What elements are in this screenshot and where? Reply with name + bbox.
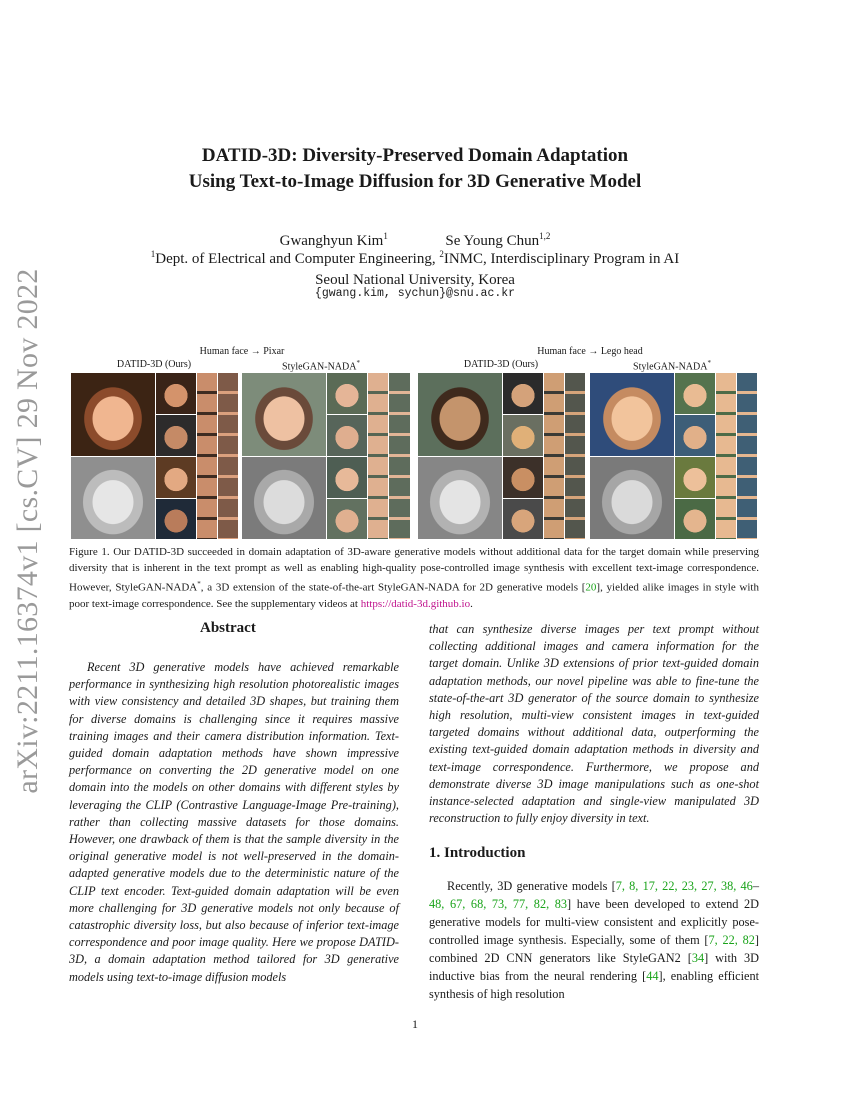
thumbnail-strip <box>197 373 217 539</box>
figure-caption: Figure 1. Our DATID-3D succeeded in domain adaptation of 3D-aware generative models without additional data for the target domain while preserving diversity that is inherent in the text prompt as well as enabling high-quality pose-controlled image synthesis with excellent text-image correspondence. However, StyleGAN-NADA*, a 3D extension of the state-of-the-art StyleGAN-NADA for 2D generative models [20], yielded alike images in style with poor text-image correspondence. See the supplementary videos at https://datid-3d.github.io. <box>69 546 759 610</box>
affiliation-department: Dept. of Electrical and Computer Engineering, <box>155 251 440 267</box>
thumbnail-strip <box>389 373 410 539</box>
geometry-render-image <box>418 457 502 539</box>
title-line-2: Using Text-to-Image Diffusion for 3D Generative Model <box>188 171 642 192</box>
figure-method-label-baseline-right: StyleGAN-NADA* <box>633 359 711 373</box>
figure-method-label-ours-left: DATID-3D (Ours) <box>116 359 192 370</box>
affiliation-program: INMC, Interdisciplinary Program in AI <box>443 251 680 267</box>
introduction-heading: 1. Introduction <box>429 845 526 861</box>
pixar-face-image <box>71 373 155 456</box>
thumbnail-strip <box>544 373 564 539</box>
figure-panel-pixar-baseline <box>242 373 410 539</box>
abstract-text-left: Recent 3D generative models have achieved remarkable performance in synthesizing high resolution photorealistic images with view consistency and detailed 3D shapes, but training them for diverse domains is challenging since it requires massive training images and their camera distribution information. Text-guided domain adaptation methods have shown impressive performance on converting the 2D generative model on one domain into the models on other domains with different styles by leveraging the CLIP (Contrastive Language-Image Pre-training), rather than collecting massive datasets for those domains. However, one drawback of them is that the sample diversity in the original generative model is not well-preserved in the domain-adapted generative models due to the deterministic nature of the CLIP text encoder. Text-guided domain adaptation will be even more challenging for 3D generative models not only because of catastrophic diversity loss, but also because of inferior text-image correspondence and poor image quality. Here we propose DATID-3D, a domain adaptation method tailored for 3D generative models using text-to-image diffusion models <box>69 660 399 984</box>
thumbnail-image <box>675 457 715 498</box>
citation-link[interactable]: 20 <box>585 581 597 594</box>
figure-panel-lego-ours <box>418 373 585 539</box>
thumbnail-image <box>675 415 715 456</box>
thumbnail-strip <box>716 373 736 539</box>
thumbnail-image <box>327 499 367 539</box>
abstract-text-right: that can synthesize diverse images per text prompt without collecting additional images and camera information for the target domain. Unlike 3D extensions of prior text-guided domain adaptation methods, our novel pipeline was able to fine-tune the state-of-the-art 3D generator of the source domain to synthesize high resolution, multi-view consistent images in text-guided targeted domains without additional data, outperforming the existing text-guided domain adaptation methods in diversity and text-image correspondence. Furthermore, we propose and demonstrate diverse 3D image manipulations such as one-shot instance-selected adaptation and single-view manipulated 3D reconstruction to fully enjoy diversity in text. <box>429 622 759 826</box>
title-line-1: DATID-3D: Diversity-Preserved Domain Adaptation <box>201 145 629 166</box>
affiliation-mark: 2 <box>439 249 444 259</box>
geometry-render-image <box>242 457 326 539</box>
thumbnail-image <box>675 499 715 539</box>
citation-link[interactable]: 48, 67, 68, 73, 77, 82, 83 <box>429 897 568 911</box>
author-affiliation-mark: 1,2 <box>539 231 551 241</box>
thumbnail-image <box>156 373 196 414</box>
thumbnail-image <box>503 373 543 414</box>
citation-link[interactable]: 7, 22, 82 <box>708 933 755 947</box>
thumbnail-strip <box>218 373 238 539</box>
citation-link[interactable]: 7, 8, 17, 22, 23, 27, 38, 46 <box>615 879 753 893</box>
citation-link[interactable]: 44 <box>646 969 659 983</box>
author-email: {gwang.kim, sychun}@snu.ac.kr <box>314 287 516 300</box>
geometry-render-image <box>590 457 674 539</box>
figure-method-label-baseline-left: StyleGAN-NADA* <box>282 359 360 373</box>
figure-panel-pixar-ours <box>71 373 238 539</box>
author-affiliation-mark: 1 <box>383 231 388 241</box>
figure-task-label-right: Human face → Lego head <box>537 346 643 357</box>
thumbnail-image <box>327 457 367 498</box>
thumbnail-image <box>503 457 543 498</box>
thumbnail-image <box>156 415 196 456</box>
author-name: Se Young Chun <box>445 233 540 249</box>
thumbnail-strip <box>737 373 757 539</box>
supplementary-videos-link[interactable]: https://datid-3d.github.io <box>360 597 471 610</box>
geometry-render-image <box>71 457 155 539</box>
author-name: Gwanghyun Kim <box>279 233 384 249</box>
introduction-text: Recently, 3D generative models [7, 8, 17, 22, 23, 27, 38, 46–48, 67, 68, 73, 77, 82, 83] have been developed to extend 2D generative models for multi-view consistent and explicitly pose-controlled image synthesis. Especially, some of them [7, 22, 82] combined 2D CNN generators like StyleGAN2 [34] with 3D inductive bias from the neural rendering [44], enabling efficient synthesis of high resolution <box>429 879 760 1001</box>
baseline-face-image <box>590 373 674 456</box>
thumbnail-image <box>675 373 715 414</box>
thumbnail-strip <box>368 373 388 539</box>
abstract-heading: Abstract <box>200 620 256 636</box>
page-number: 1 <box>412 1017 418 1031</box>
thumbnail-image <box>503 499 543 539</box>
baseline-face-image <box>242 373 326 456</box>
thumbnail-image <box>156 457 196 498</box>
lego-face-image <box>418 373 502 456</box>
affiliation-university: Seoul National University, Korea <box>315 272 515 288</box>
paper-title <box>60 143 770 195</box>
thumbnail-image <box>156 499 196 539</box>
affiliation-mark: 1 <box>150 249 156 259</box>
thumbnail-image <box>327 415 367 456</box>
affiliation <box>60 244 770 291</box>
citation-link[interactable]: 34 <box>691 951 705 965</box>
figure-method-label-ours-right: DATID-3D (Ours) <box>463 359 539 370</box>
thumbnail-image <box>503 415 543 456</box>
thumbnail-strip <box>565 373 585 539</box>
arxiv-identifier-stamp: arXiv:2211.16374v1 [cs.CV] 29 Nov 2022 <box>11 268 44 794</box>
thumbnail-image <box>327 373 367 414</box>
figure-task-label-left: Human face → Pixar <box>199 346 285 357</box>
figure-panel-lego-baseline <box>590 373 757 539</box>
